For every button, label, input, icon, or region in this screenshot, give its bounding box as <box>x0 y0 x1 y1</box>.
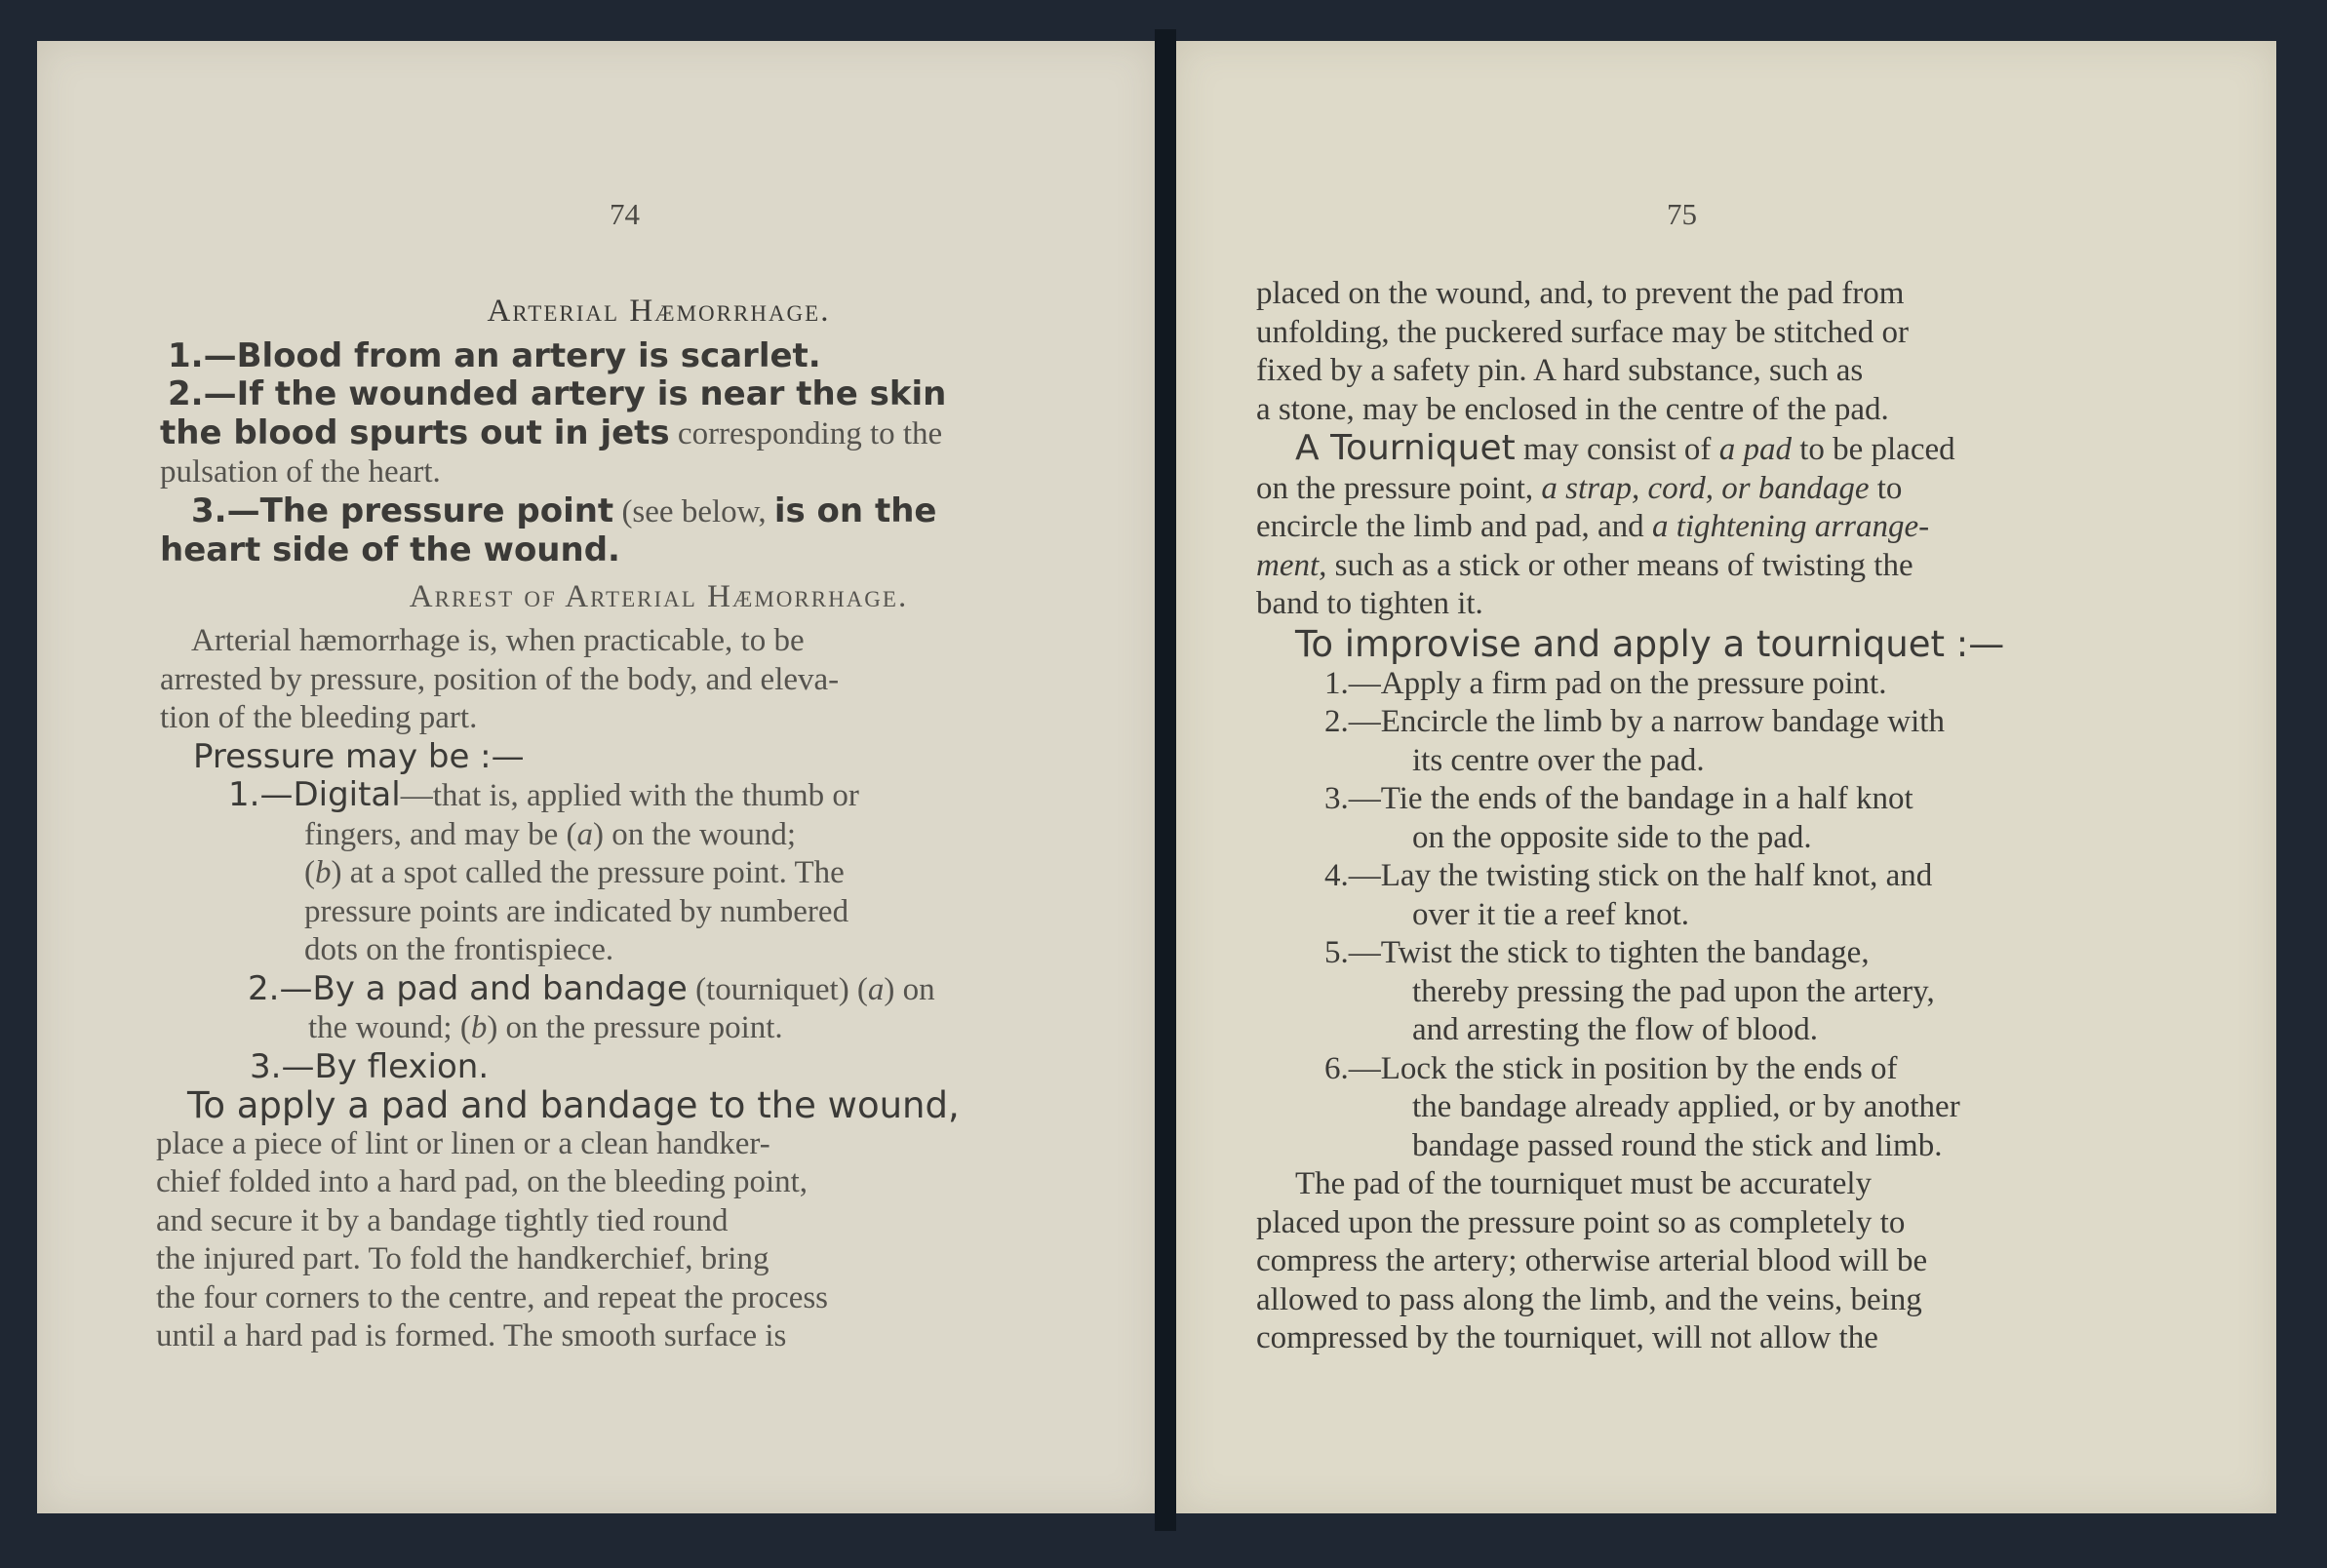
tourniquet-line-2 <box>1256 470 2188 509</box>
apply-heading: To apply a pad and bandage to the wound, <box>187 1084 960 1126</box>
apply-line: until a hard pad is formed. The smooth surface is <box>156 1318 787 1353</box>
text-fragment: encircle the limb and pad, and <box>1256 509 1652 544</box>
step-1: 1.—Apply a firm pad on the pressure point. <box>1324 665 1887 701</box>
paragraph-line: a stone, may be enclosed in the centre of the pad. <box>1256 391 1889 427</box>
italic-fragment: a tightening arrange- <box>1651 509 1930 544</box>
paragraph-line: arrested by pressure, position of the body, and eleva- <box>160 661 840 697</box>
step-5-line-3: and arresting the flow of blood. <box>1412 1012 1819 1047</box>
step-6-line-1: 6.—Lock the stick in position by the ends of <box>1324 1050 1898 1086</box>
page-number: 75 <box>1667 197 1697 231</box>
closing-line: compress the artery; otherwise arterial blood will be <box>1256 1243 1928 1278</box>
step-3-line-2: on the opposite side to the pad. <box>1412 819 1812 855</box>
rule-3-line-1 <box>191 492 1124 532</box>
apply-line: chief folded into a hard pad, on the bleeding point, <box>156 1164 809 1199</box>
rule-3-bold: 3.—The pressure point <box>191 490 614 530</box>
paragraph-line: unfolding, the puckered surface may be stitched or <box>1256 314 1909 350</box>
rule-2-line-1: 2.—If the wounded artery is near the skin <box>168 374 947 413</box>
step-6-line-3: bandage passed round the stick and limb. <box>1412 1127 1943 1163</box>
pad-line-1 <box>248 970 1124 1010</box>
step-2-line-1: 2.—Encircle the limb by a narrow bandage with <box>1324 704 1945 739</box>
text-fragment: (tourniquet) ( <box>687 971 868 1007</box>
pressure-heading: Pressure may be :— <box>193 736 525 776</box>
book-gutter <box>1155 29 1176 1531</box>
rule-1: 1.—Blood from an artery is scarlet. <box>168 335 821 375</box>
rule-2-rest: corresponding to the <box>669 415 943 451</box>
digital-rest: —that is, applied with the thumb or <box>400 778 859 813</box>
closing-line: The pad of the tourniquet must be accurately <box>1295 1166 1873 1201</box>
step-6-line-2: the bandage already applied, or by another <box>1412 1089 1960 1124</box>
tourniquet-line-4 <box>1256 547 2188 586</box>
text-fragment: to be placed <box>1791 432 1955 467</box>
italic-letter: a <box>867 971 885 1007</box>
italic-fragment: a pad <box>1718 432 1792 467</box>
digital-line-5: dots on the frontispiece. <box>304 932 614 967</box>
digital-line-2 <box>304 816 1124 855</box>
text-fragment: ) on <box>884 971 935 1007</box>
rule-2-bold: the blood spurts out in jets <box>160 412 670 452</box>
text-fragment: on the pressure point, <box>1256 470 1542 506</box>
apply-line: the injured part. To fold the handkerchief, bring <box>156 1241 769 1276</box>
text-fragment: such as a stick or other means of twisting the <box>1326 547 1913 583</box>
italic-fragment: a strap, cord, or bandage <box>1541 470 1870 506</box>
rule-3-end: is on the <box>773 490 937 530</box>
step-5-line-1: 5.—Twist the stick to tighten the bandage, <box>1324 935 1870 970</box>
rule-3-line-2: heart side of the wound. <box>160 530 620 569</box>
step-3-line-1: 3.—Tie the ends of the bandage in a half knot <box>1324 781 1913 816</box>
tourniquet-line-1 <box>1295 429 2188 470</box>
right-page-text <box>1256 275 2188 1358</box>
paragraph-line: fixed by a safety pin. A hard substance, such as <box>1256 353 1864 388</box>
paragraph-line: tion of the bleeding part. <box>160 700 478 735</box>
closing-line: allowed to pass along the limb, and the veins, being <box>1256 1281 1922 1317</box>
text-fragment: ( <box>304 855 315 890</box>
text-fragment: fingers, and may be ( <box>304 816 577 852</box>
step-4-line-2: over it tie a reef knot. <box>1412 896 1690 932</box>
pad-label: 2.—By a pad and bandage <box>248 968 688 1008</box>
apply-line: and secure it by a bandage tightly tied round <box>156 1202 729 1238</box>
right-page <box>1176 41 2276 1513</box>
page-number: 74 <box>610 197 640 231</box>
digital-line-1 <box>228 776 1124 816</box>
text-fragment: ) at a spot called the pressure point. The <box>331 855 845 890</box>
improvise-heading: To improvise and apply a tourniquet :— <box>1295 622 2005 665</box>
tourniquet-heading: A Tourniquet <box>1295 428 1516 468</box>
rule-3-aside: (see below, <box>613 493 774 529</box>
digital-line-4: pressure points are indicated by numbered <box>304 893 849 929</box>
text-fragment: to <box>1869 470 1903 506</box>
digital-label: 1.—Digital <box>228 775 401 814</box>
text-fragment: may consist of <box>1515 432 1719 467</box>
rule-2-line-2 <box>160 414 1124 454</box>
subheading: Arrest of Arterial Hæmorrhage. <box>409 578 909 614</box>
tourniquet-line-5: band to tighten it. <box>1256 586 1483 621</box>
closing-line: placed upon the pressure point so as completely to <box>1256 1204 1906 1240</box>
text-fragment: the wound; ( <box>308 1010 471 1045</box>
text-fragment: ) on the pressure point. <box>487 1010 783 1045</box>
rule-2-line-3: pulsation of the heart. <box>160 454 441 490</box>
italic-letter: b <box>315 855 332 890</box>
paragraph-line: Arterial hæmorrhage is, when practicable, to be <box>191 623 805 658</box>
tourniquet-line-3 <box>1256 508 2188 547</box>
text-fragment: ) on the wound; <box>593 816 797 852</box>
section-heading: Arterial Hæmorrhage. <box>487 294 831 329</box>
apply-line: place a piece of lint or linen or a clean handker- <box>156 1125 770 1161</box>
closing-line: compressed by the tourniquet, will not allow the <box>1256 1320 1878 1355</box>
step-4-line-1: 4.—Lay the twisting stick on the half knot, and <box>1324 858 1933 893</box>
digital-line-3 <box>304 854 1124 893</box>
left-page-text <box>156 293 1124 1356</box>
paragraph-line: placed on the wound, and, to prevent the pad from <box>1256 276 1905 311</box>
left-page <box>37 41 1155 1513</box>
italic-fragment: ment, <box>1256 547 1327 583</box>
apply-line: the four corners to the centre, and repeat the process <box>156 1279 829 1315</box>
pad-line-2 <box>308 1009 1124 1048</box>
step-2-line-2: its centre over the pad. <box>1412 742 1705 778</box>
flexion-line: 3.—By flexion. <box>250 1046 490 1086</box>
italic-letter: b <box>470 1010 488 1045</box>
step-5-line-2: thereby pressing the pad upon the artery, <box>1412 973 1935 1009</box>
italic-letter: a <box>576 816 593 852</box>
